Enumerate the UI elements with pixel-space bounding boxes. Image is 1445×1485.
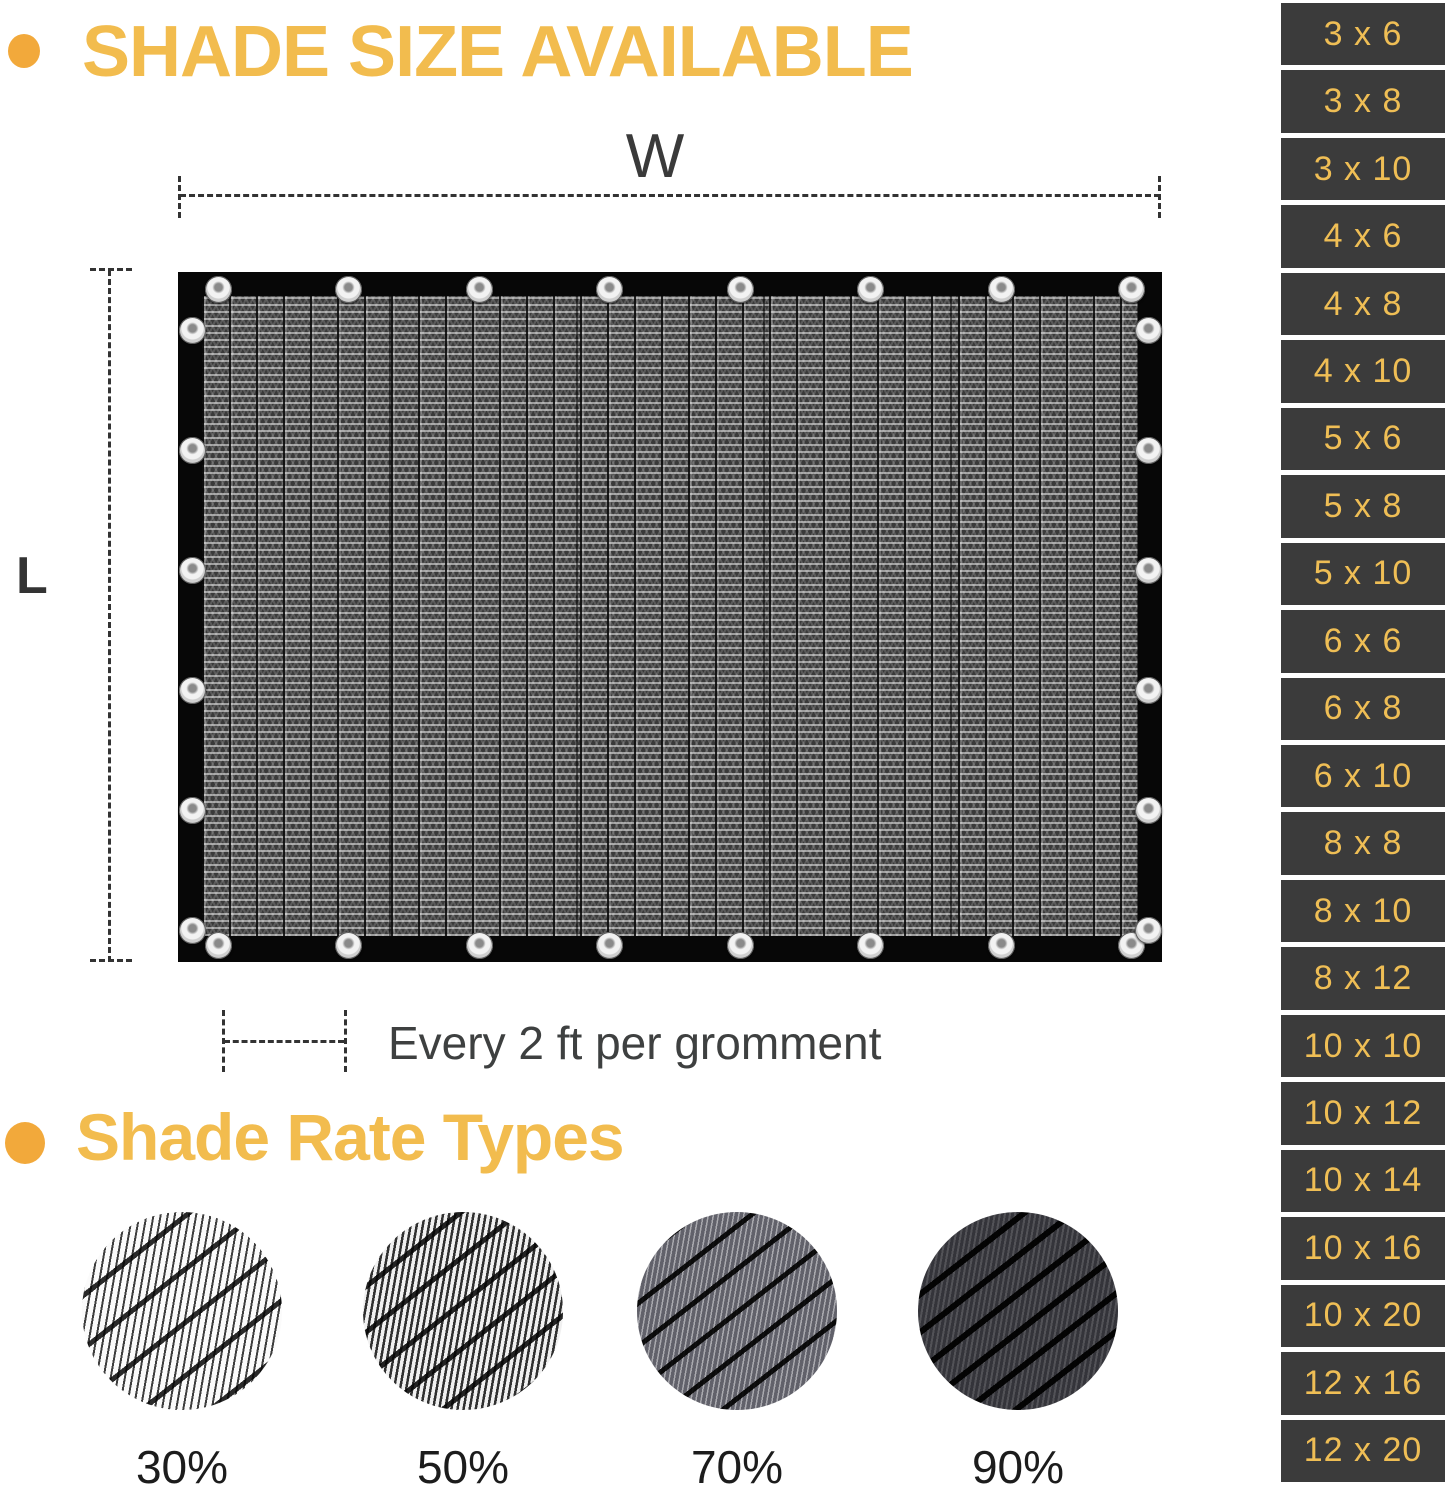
grommet-icon: [205, 276, 232, 303]
size-tile: [1281, 610, 1445, 672]
size-tile: [1281, 1420, 1445, 1482]
size-tile: [1281, 1352, 1445, 1414]
size-label: 4 x 10: [1313, 351, 1413, 390]
size-label: 5 x 10: [1313, 554, 1413, 593]
size-tile: [1281, 745, 1445, 807]
size-tile: [1281, 138, 1445, 200]
shade-net-illustration: [178, 272, 1162, 962]
grommet-icon: [1135, 557, 1162, 584]
size-tile: [1281, 205, 1445, 267]
size-tile: [1281, 475, 1445, 537]
grommet-icon: [988, 276, 1015, 303]
size-label: 12 x 20: [1303, 1431, 1423, 1470]
size-list: [1281, 0, 1445, 1485]
shade-rate-item: [82, 1212, 282, 1485]
shade-rate-item: [637, 1212, 837, 1485]
grommet-icon: [857, 276, 884, 303]
shade-rate-label: 30%: [135, 1441, 229, 1485]
grommet-icon: [179, 677, 206, 704]
size-label: 10 x 16: [1303, 1228, 1423, 1267]
width-dimension-line: [180, 194, 1160, 197]
grommet-icon: [596, 932, 623, 959]
size-available-title: SHADE SIZE AVAILABLE: [82, 12, 913, 92]
size-label: 4 x 6: [1323, 217, 1403, 256]
grommet-icon: [1135, 797, 1162, 824]
size-label: 10 x 14: [1303, 1161, 1423, 1200]
size-label: 6 x 8: [1323, 689, 1403, 728]
width-dimension-tick: [1158, 176, 1161, 218]
size-tile: [1281, 812, 1445, 874]
mesh-texture: [202, 296, 1138, 936]
grommet-icon: [179, 317, 206, 344]
grommet-icon: [727, 276, 754, 303]
size-label: 3 x 10: [1313, 149, 1413, 188]
size-tile: [1281, 340, 1445, 402]
size-tile: [1281, 1015, 1445, 1077]
length-dimension-line: [108, 270, 111, 962]
grommet-icon: [1118, 276, 1145, 303]
grommet-icon: [857, 932, 884, 959]
grommet-spacing-note: Every 2 ft per gromment: [388, 1017, 882, 1069]
grommet-icon: [1135, 437, 1162, 464]
shade-rate-item: [363, 1212, 563, 1485]
size-label: 12 x 16: [1303, 1363, 1423, 1402]
grommet-icon: [988, 932, 1015, 959]
size-tile: [1281, 1217, 1445, 1279]
grommet-icon: [335, 276, 362, 303]
grommet-icon: [466, 932, 493, 959]
size-tile: [1281, 880, 1445, 942]
width-dimension-label: W: [625, 122, 685, 191]
size-label: 6 x 6: [1323, 621, 1403, 660]
size-label: 3 x 6: [1323, 14, 1403, 53]
grommet-icon: [1135, 317, 1162, 344]
size-label: 8 x 10: [1313, 891, 1413, 930]
size-tile: [1281, 947, 1445, 1009]
shade-rate-item: [918, 1212, 1118, 1485]
grommet-icon: [727, 932, 754, 959]
grommet-icon: [179, 797, 206, 824]
grommet-icon: [1135, 677, 1162, 704]
size-label: 8 x 12: [1313, 959, 1413, 998]
size-label: 5 x 6: [1323, 419, 1403, 458]
size-tile: [1281, 3, 1445, 65]
size-tile: [1281, 273, 1445, 335]
length-dimension-label: L: [16, 547, 48, 605]
size-tile: [1281, 543, 1445, 605]
length-dimension-tick: [90, 959, 132, 962]
size-label: 10 x 12: [1303, 1093, 1423, 1132]
grommet-spacing-tick: [344, 1010, 347, 1072]
shade-rate-label: 70%: [690, 1441, 784, 1485]
bullet-icon: [5, 1122, 45, 1164]
grommet-spacing-line: [224, 1040, 344, 1043]
shade-swatch-30: [82, 1212, 282, 1410]
size-tile: [1281, 70, 1445, 132]
size-label: 3 x 8: [1323, 82, 1403, 121]
shade-rate-label: 90%: [971, 1441, 1065, 1485]
shade-rate-title: Shade Rate Types: [76, 1100, 624, 1174]
shade-rate-label: 50%: [416, 1441, 510, 1485]
size-tile: [1281, 678, 1445, 740]
grommet-icon: [335, 932, 362, 959]
size-label: 6 x 10: [1313, 756, 1413, 795]
shade-swatch-70: [637, 1212, 837, 1410]
grommet-icon: [1135, 917, 1162, 944]
size-tile: [1281, 1285, 1445, 1347]
size-tile: [1281, 1082, 1445, 1144]
shade-swatch-90: [918, 1212, 1118, 1410]
size-tile: [1281, 1150, 1445, 1212]
grommet-icon: [179, 917, 206, 944]
size-label: 10 x 10: [1303, 1026, 1423, 1065]
size-label: 4 x 8: [1323, 284, 1403, 323]
size-label: 8 x 8: [1323, 824, 1403, 863]
size-label: 10 x 20: [1303, 1296, 1423, 1335]
grommet-icon: [596, 276, 623, 303]
width-dimension-tick: [178, 176, 181, 218]
grommet-icon: [179, 437, 206, 464]
size-label: 5 x 8: [1323, 486, 1403, 525]
size-tile: [1281, 408, 1445, 470]
grommet-icon: [466, 276, 493, 303]
grommet-icon: [179, 557, 206, 584]
grommet-icon: [205, 932, 232, 959]
length-dimension-tick: [90, 268, 132, 271]
shade-swatch-50: [363, 1212, 563, 1410]
bullet-icon: [8, 34, 40, 68]
